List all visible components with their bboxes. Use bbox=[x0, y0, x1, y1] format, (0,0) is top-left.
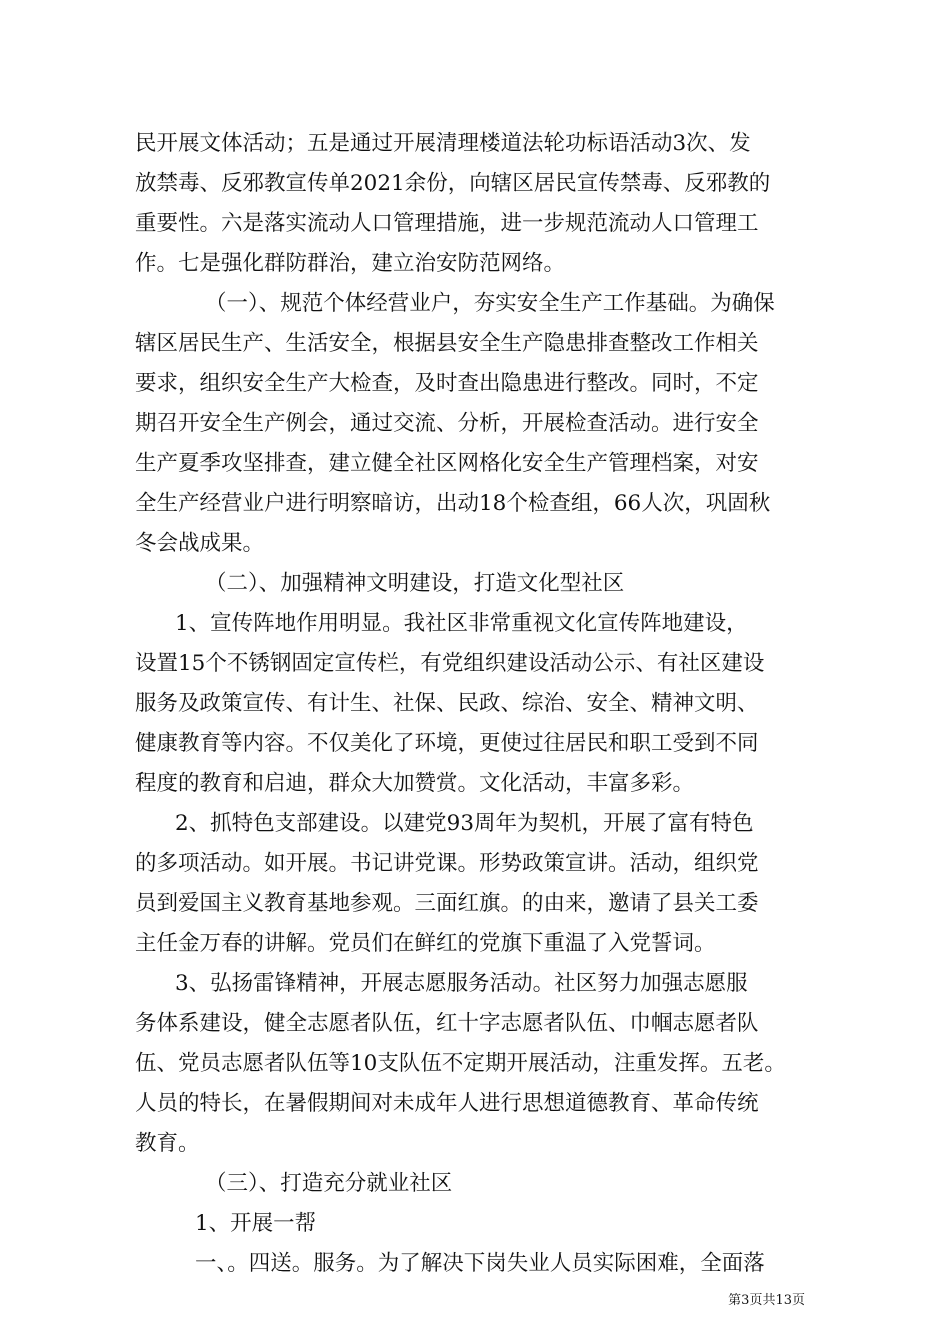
paragraph-line: 要求，组织安全生产大检查，及时查出隐患进行整改。同时，不定 bbox=[135, 371, 759, 396]
paragraph-line: 民开展文体活动；五是通过开展清理楼道法轮功标语活动3次、发 bbox=[135, 131, 751, 156]
paragraph-line: 冬会战成果。 bbox=[135, 531, 265, 556]
paragraph-line: 伍、党员志愿者队伍等10支队伍不定期开展活动，注重发挥。五老。 bbox=[135, 1051, 786, 1076]
section-heading-line: （一）、规范个体经营业户，夯实安全生产工作基础。为确保 bbox=[205, 291, 775, 316]
paragraph-line: 服务及政策宣传、有计生、社保、民政、综治、安全、精神文明、 bbox=[135, 691, 759, 716]
paragraph-line: 一、。四送。服务。为了解决下岗失业人员实际困难，全面落 bbox=[195, 1251, 765, 1276]
paragraph-line: 务体系建设，健全志愿者队伍，红十字志愿者队伍、巾帼志愿者队 bbox=[135, 1011, 759, 1036]
paragraph-line: 2、抓特色支部建设。以建党93周年为契机，开展了富有特色 bbox=[175, 811, 754, 836]
paragraph-line: 全生产经营业户进行明察暗访，出动18个检查组，66人次，巩固秋 bbox=[135, 491, 771, 516]
paragraph-line: 健康教育等内容。不仅美化了环境，更使过往居民和职工受到不同 bbox=[135, 731, 759, 756]
paragraph-line: 的多项活动。如开展。书记讲党课。形势政策宣讲。活动，组织党 bbox=[135, 851, 759, 876]
paragraph-line: 1、开展一帮 bbox=[195, 1211, 317, 1236]
paragraph-line: 1、宣传阵地作用明显。我社区非常重视文化宣传阵地建设， bbox=[175, 611, 748, 636]
paragraph-line: 生产夏季攻坚排查，建立健全社区网格化安全生产管理档案，对安 bbox=[135, 451, 759, 476]
paragraph-line: 放禁毒、反邪教宣传单2021余份，向辖区居民宣传禁毒、反邪教的 bbox=[135, 171, 771, 196]
paragraph-line: 3、弘扬雷锋精神，开展志愿服务活动。社区努力加强志愿服 bbox=[175, 971, 748, 996]
paragraph-line: 重要性。六是落实流动人口管理措施，进一步规范流动人口管理工 bbox=[135, 211, 759, 236]
section-heading: （二）、加强精神文明建设，打造文化型社区 bbox=[205, 571, 625, 596]
paragraph-line: 程度的教育和启迪，群众大加赞赏。文化活动，丰富多彩。 bbox=[135, 771, 695, 796]
paragraph-line: 教育。 bbox=[135, 1131, 200, 1156]
paragraph-line: 作。七是强化群防群治，建立治安防范网络。 bbox=[135, 251, 566, 276]
paragraph-line: 人员的特长，在暑假期间对未成年人进行思想道德教育、革命传统 bbox=[135, 1091, 759, 1116]
page-footer: 第3页共13页 bbox=[728, 1293, 805, 1308]
paragraph-line: 辖区居民生产、生活安全，根据县安全生产隐患排查整改工作相关 bbox=[135, 331, 759, 356]
paragraph-line: 期召开安全生产例会，通过交流、分析，开展检查活动。进行安全 bbox=[135, 411, 759, 436]
paragraph-line: 员到爱国主义教育基地参观。三面红旗。的由来，邀请了县关工委 bbox=[135, 891, 759, 916]
paragraph-line: 主任金万春的讲解。党员们在鲜红的党旗下重温了入党誓词。 bbox=[135, 931, 716, 956]
section-heading: （三）、打造充分就业社区 bbox=[205, 1171, 453, 1196]
paragraph-line: 设置15个不锈钢固定宣传栏，有党组织建设活动公示、有社区建设 bbox=[135, 651, 765, 676]
